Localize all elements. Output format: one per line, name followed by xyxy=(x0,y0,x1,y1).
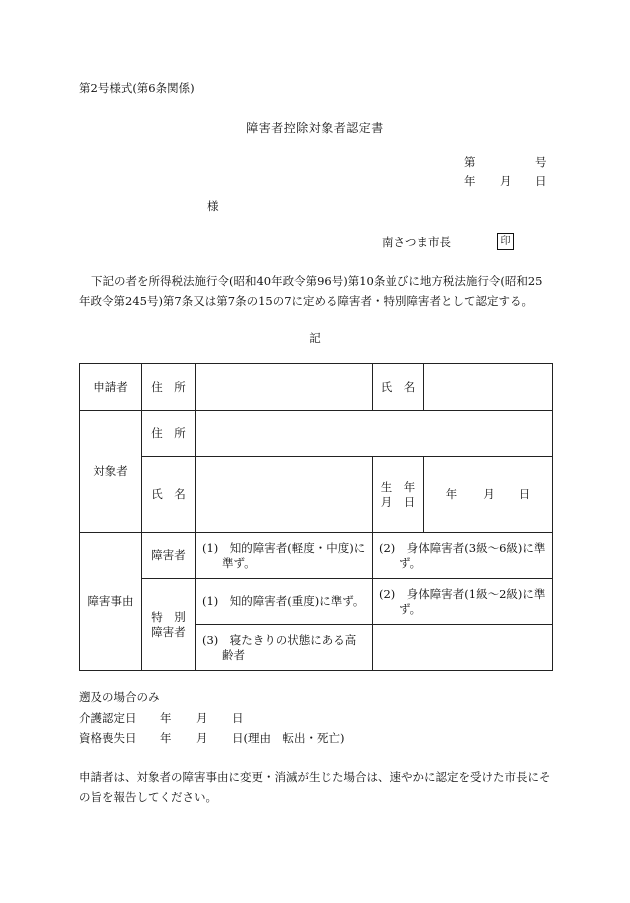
target-name-field[interactable] xyxy=(196,457,373,533)
certification-table xyxy=(79,363,553,671)
reason-option-intellectual-severe[interactable]: (1) 知的障害者(重度)に準ず。 xyxy=(196,579,373,625)
loss-date-month: 月 xyxy=(196,731,208,745)
reason-label: 障害事由 xyxy=(80,533,142,671)
applicant-name-label: 氏 名 xyxy=(373,364,424,411)
birth-date-field[interactable] xyxy=(424,457,553,533)
issue-date-month: 月 xyxy=(500,174,512,188)
birth-date-label xyxy=(373,457,424,533)
reason-empty-cell xyxy=(373,625,553,671)
target-name-label: 氏 名 xyxy=(142,457,196,533)
birth-date-label-line2: 月 日 xyxy=(380,494,416,509)
applicant-address-field[interactable] xyxy=(196,364,373,411)
reason-option-intellectual-mild[interactable]: (1) 知的障害者(軽度・中度)に準ず。 xyxy=(196,533,373,579)
applicant-name-field[interactable] xyxy=(424,364,553,411)
eligibility-loss-date-label: 資格喪失日 xyxy=(79,731,137,745)
seal-mark: 印 xyxy=(497,233,514,250)
issue-date-year: 年 xyxy=(464,174,476,188)
care-date-month: 月 xyxy=(196,711,208,725)
target-label: 対象者 xyxy=(80,411,142,533)
document-title: 障害者控除対象者認定書 xyxy=(246,121,384,135)
reason-disabled-row xyxy=(80,533,553,579)
target-address-row xyxy=(80,411,553,457)
ki-heading: 記 xyxy=(309,331,321,345)
reason-option-physical-grade3-6[interactable]: (2) 身体障害者(3級～6級)に準ず。 xyxy=(373,533,553,579)
reason-option-physical-grade1-2[interactable]: (2) 身体障害者(1級～2級)に準ず。 xyxy=(373,579,553,625)
certification-text: 下記の者を所得税法施行令(昭和40年政令第96号)第10条並びに地方税法施行令(昭和25年政令第245号)第7条又は第7条の15の7に定める障害者・特別障害者として認定する。 xyxy=(79,274,543,308)
target-address-label: 住 所 xyxy=(142,411,196,457)
form-number: 第2号様式(第6条関係) xyxy=(79,81,195,95)
issue-number-suffix: 号 xyxy=(535,155,547,169)
footer-note: 申請者は、対象者の障害事由に変更・消滅が生じた場合は、速やかに認定を受けた市長にその旨を報告してください。 xyxy=(79,770,551,804)
applicant-row xyxy=(80,364,553,411)
reason-special-row-1 xyxy=(80,579,553,625)
care-date-day: 日 xyxy=(232,711,244,725)
applicant-label: 申請者 xyxy=(80,364,142,411)
care-certification-date-label: 介護認定日 xyxy=(79,711,137,725)
loss-date-day-reason: 日(理由 転出・死亡) xyxy=(232,731,345,745)
issue-number-prefix: 第 xyxy=(464,155,476,169)
retroactive-heading: 遡及の場合のみ xyxy=(79,690,160,704)
issuer-name: 南さつま市長 xyxy=(382,235,451,249)
care-date-year: 年 xyxy=(160,711,172,725)
special-disabled-label: 特 別 障害者 xyxy=(142,579,196,671)
birth-day-unit: 日 xyxy=(518,487,531,501)
birth-month-unit: 月 xyxy=(483,487,495,501)
disabled-label: 障害者 xyxy=(142,533,196,579)
applicant-address-label: 住 所 xyxy=(142,364,196,411)
loss-date-year: 年 xyxy=(160,731,172,745)
reason-option-bedridden-elderly[interactable]: (3) 寝たきりの状態にある高齢者 xyxy=(196,625,373,671)
target-address-field[interactable] xyxy=(196,411,553,457)
birth-date-label-line1: 生 年 xyxy=(380,479,416,494)
target-name-row xyxy=(80,457,553,533)
issue-date-day: 日 xyxy=(535,174,547,188)
birth-year-unit: 年 xyxy=(445,487,458,501)
addressee-honorific: 様 xyxy=(207,199,219,213)
